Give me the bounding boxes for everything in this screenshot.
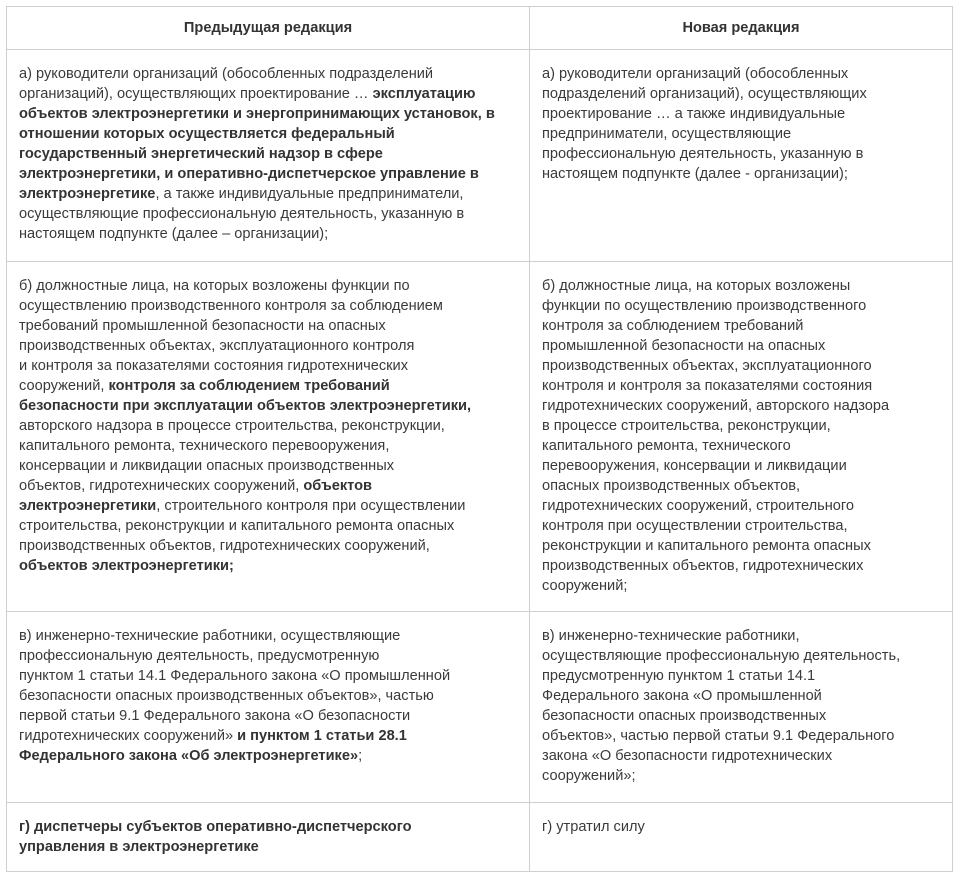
text-line [19,556,517,576]
text-line [19,296,517,316]
text-line [19,396,517,416]
text-run: требований промышленной безопасности на опасных [19,318,386,334]
bold-text-run: электроэнергетики, и оперативно-диспетчерское управление в [19,166,479,182]
text-line [542,84,940,104]
text-run: организаций), осуществляющих проектирование … [19,86,373,102]
text-line [542,646,940,666]
text-line [19,336,517,356]
text-line [542,817,940,837]
text-run: , строительного контроля при осуществлении [156,498,466,514]
text-run: первой статьи 9.1 Федерального закона «О безопасности [19,708,411,724]
bold-text-run: Федерального закона «Об электроэнергетике» [19,748,359,764]
text-line [19,646,517,666]
text-run: Федерального закона «О промышленной [542,688,822,704]
text-line [542,496,940,516]
text-run: капитального ремонта, технического [542,438,791,454]
bold-text-run: объектов [303,478,373,494]
text-run: объектов, гидротехнических сооружений, [19,478,304,494]
text-line [542,296,940,316]
text-line [542,356,940,376]
text-run: реконструкции и капитального ремонта опасных [542,538,871,554]
cell-new-a [530,50,953,262]
cell-new-g [530,803,953,872]
cell-new-b [530,262,953,612]
text-run: в) инженерно-технические работники, осуществляющие [19,628,401,644]
comparison-table [6,6,953,872]
text-run: профессиональную деятельность, указанную в [542,146,864,162]
text-line [542,706,940,726]
bold-text-run: объектов электроэнергетики и энергопринимающих установок, в [19,106,495,122]
header-previous-edition: Предыдущая редакция [7,7,530,50]
cell-previous-b [7,262,530,612]
text-run: сооружений, [19,378,109,394]
text-run: предусмотренную пунктом 1 статьи 14.1 [542,668,816,684]
text-line [542,104,940,124]
bold-text-run: электроэнергетике [19,186,156,202]
text-line [19,184,517,204]
text-run: капитального ремонта, технического перевооружения, [19,438,390,454]
bold-text-run: управления в электроэнергетике [19,839,259,855]
bold-text-run: электроэнергетики [19,498,157,514]
text-run: гидротехнических сооружений, строительного [542,498,855,514]
text-line [542,536,940,556]
table-row [7,612,953,803]
text-line [19,356,517,376]
text-run: осуществляющие профессиональную деятельность, указанную в [19,206,465,222]
text-line [542,316,940,336]
text-line [19,104,517,124]
text-line [19,817,517,837]
text-line [19,666,517,686]
bold-text-run: отношении которых осуществляется федеральный [19,126,395,142]
table-row [7,262,953,612]
bold-text-run: контроля за соблюдением требований [108,378,390,394]
text-run: предприниматели, осуществляющие [542,126,792,142]
text-run: промышленной безопасности на опасных [542,338,826,354]
text-run: осуществляющие профессиональную деятельность, [542,648,901,664]
table-row [7,50,953,262]
text-run: б) должностные лица, на которых возложены [542,278,851,294]
text-line [542,686,940,706]
text-run: в) инженерно-технические работники, [542,628,800,644]
text-run: гидротехнических сооружений, авторского надзора [542,398,890,414]
text-run: контроля при осуществлении строительства, [542,518,848,534]
bold-text-run: объектов электроэнергетики; [19,558,234,574]
text-run: контроля и контроля за показателями состояния [542,378,873,394]
text-run: проектирование … а также индивидуальные [542,106,846,122]
text-line [542,276,940,296]
text-line [19,164,517,184]
text-run: настоящем подпункте (далее - организации); [542,166,848,182]
text-line [19,456,517,476]
text-run: настоящем подпункте (далее – организации); [19,226,329,242]
text-line [19,837,517,857]
text-line [542,144,940,164]
text-line [542,436,940,456]
text-line [19,316,517,336]
text-line [542,476,940,496]
cell-previous-g [7,803,530,872]
text-run: закона «О безопасности гидротехнических [542,748,833,764]
text-run: консервации и ликвидации опасных производственных [19,458,394,474]
text-run: производственных объектах, эксплуатационного контроля [19,338,415,354]
text-line [542,124,940,144]
text-line [19,686,517,706]
text-run: безопасности опасных производственных объектов», частью [19,688,434,704]
text-line [542,516,940,536]
text-run: функции по осуществлению производственного [542,298,867,314]
text-line [542,626,940,646]
text-line [542,576,940,596]
text-run: безопасности опасных производственных [542,708,827,724]
text-run: производственных объектов, гидротехнических [542,558,864,574]
text-line [542,746,940,766]
text-run: в процессе строительства, реконструкции, [542,418,831,434]
text-line [542,64,940,84]
bold-text-run: г) диспетчеры субъектов оперативно-диспетчерского [19,819,412,835]
text-line [19,276,517,296]
text-line [542,376,940,396]
text-run: а) руководители организаций (обособленных подразделений [19,66,434,82]
bold-text-run: эксплуатацию [372,86,476,102]
text-run: строительства, реконструкции и капитального ремонта опасных [19,518,455,534]
text-line [542,456,940,476]
text-run: сооружений; [542,578,628,594]
text-run: , а также индивидуальные предприниматели, [155,186,464,202]
text-line [19,746,517,766]
text-line [19,476,517,496]
text-line [19,204,517,224]
text-line [542,336,940,356]
text-line [19,496,517,516]
text-line [19,376,517,396]
text-line [542,556,940,576]
text-run: контроля за соблюдением требований [542,318,804,334]
text-line [19,706,517,726]
text-line [542,666,940,686]
text-line [19,536,517,556]
header-new-edition: Новая редакция [530,7,953,50]
table-row [7,803,953,872]
bold-text-run: безопасности при эксплуатации объектов электроэнергетики, [19,398,472,414]
bold-text-run: государственный энергетический надзор в сфере [19,146,383,162]
text-line [19,224,517,244]
text-run: подразделений организаций), осуществляющих [542,86,867,102]
text-run: а) руководители организаций (обособленных [542,66,849,82]
text-line [19,626,517,646]
text-line [19,64,517,84]
text-line [542,396,940,416]
text-run: производственных объектах, эксплуатационного [542,358,872,374]
text-line [19,436,517,456]
text-run: б) должностные лица, на которых возложены функции по [19,278,410,294]
text-run: опасных производственных объектов, [542,478,801,494]
text-run: гидротехнических сооружений» [19,728,238,744]
text-run: г) утратил силу [542,819,645,835]
text-line [542,416,940,436]
text-line [19,516,517,536]
text-line [542,726,940,746]
bold-text-run: и пунктом 1 статьи 28.1 [237,728,407,744]
comparison-table-wrapper [6,6,953,872]
table-header-row [7,7,953,50]
text-run: ; [358,748,363,764]
text-run: перевооружения, консервации и ликвидации [542,458,847,474]
text-run: авторского надзора в процессе строительства, реконструкции, [19,418,445,434]
text-line [19,144,517,164]
text-run: профессиональную деятельность, предусмотренную [19,648,380,664]
text-run: осуществлению производственного контроля за соблюдением [19,298,443,314]
text-line [19,416,517,436]
text-run: и контроля за показателями состояния гидротехнических [19,358,408,374]
text-line [19,84,517,104]
text-run: объектов», частью первой статьи 9.1 Федерального [542,728,895,744]
text-run: сооружений»; [542,768,636,784]
text-line [19,124,517,144]
text-line [542,164,940,184]
text-run: производственных объектов, гидротехнических сооружений, [19,538,430,554]
cell-previous-v [7,612,530,803]
cell-previous-a [7,50,530,262]
text-line [542,766,940,786]
cell-new-v [530,612,953,803]
text-run: пунктом 1 статьи 14.1 Федерального закона «О промышленной [19,668,451,684]
text-line [19,726,517,746]
